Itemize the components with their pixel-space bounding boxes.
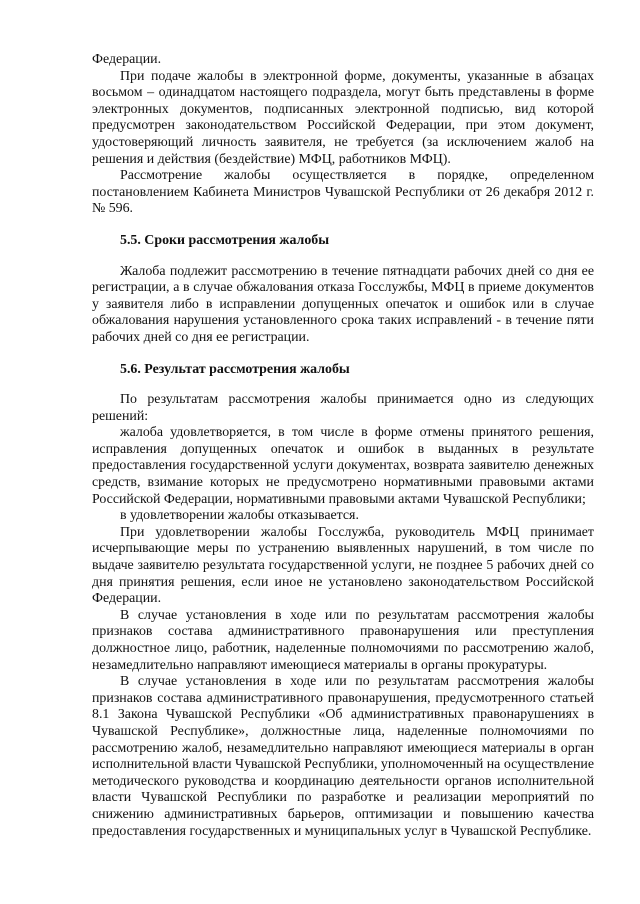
paragraph-electronic-form: При подаче жалобы в электронной форме, документы, указанные в абзацах восьмом – одинадцатом настоящего подраздела, могут быть представлены в форме электронных документов, подписанных электронной подписью, вид которой предусмотрен законодательством Российской Федерации, при этом документ, удостоверяющий личность заявителя, не требуется (за исключением жалоб на решения и действия (бездействие) МФЦ, работников МФЦ). (92, 68, 594, 167)
paragraph-review-procedure: Рассмотрение жалобы осуществляется в порядке, определенном постановлением Кабинета Министров Чувашской Республики от 26 декабря 2012 г. № 596. (92, 168, 594, 217)
section-heading-5-5: 5.5. Сроки рассмотрения жалобы (120, 232, 330, 248)
paragraph-prosecutor-referral: В случае установления в ходе или по результатам рассмотрения жалобы признаков состава административного правонарушения или преступления должностное лицо, работник, наделенные полномочиями по рассмотрению жалоб, незамедлительно направляют имеющиеся материалы в органы прокуратуры. (92, 607, 594, 673)
paragraph-administrative-referral: В случае установления в ходе или по результатам рассмотрения жалобы признаков состава административного правонарушения, предусмотренного статьей 8.1 Закона Чувашской Республики «Об административных правонарушениях в Чувашской Республике», должностные лица, наделенные полномочиями по рассмотрению жалоб, незамедлительно направляют имеющиеся материалы в орган исполнительной власти Чувашской Республики, уполномоченный на осуществление методического руководства и координацию деятельности органов исполнительной власти Чувашской Республики по разработке и реализации мероприятий по снижению административных барьеров, оптимизации и повышению качества предоставления государственных и муниципальных услуг в Чувашской Республике. (92, 674, 594, 839)
paragraph-remedy-measures: При удовлетворении жалобы Госслужба, руководитель МФЦ принимает исчерпывающие меры по устранению выявленных нарушений, в том числе по выдаче заявителю результата государственной услуги, не позднее 5 рабочих дней со дня принятия решения, если иное не установлено законодательством Российской Федерации. (92, 524, 594, 607)
continuation-line: Федерации. (92, 52, 162, 67)
paragraph-decision-options: По результатам рассмотрения жалобы принимается одно из следующих решений: (92, 392, 594, 424)
section-heading-5-6: 5.6. Результат рассмотрения жалобы (120, 361, 350, 377)
paragraph-complaint-satisfied: жалоба удовлетворяется, в том числе в форме отмены принятого решения, исправления допущенных опечаток и ошибок в выданных в результате предоставления государственной услуги документах, возврата заявителю денежных средств, взимание которых не предусмотрено нормативными правовыми актами Российской Федерации, нормативными правовыми актами Чувашской Республики; (92, 425, 594, 507)
paragraph-complaint-rejected: в удовлетворении жалобы отказывается. (120, 508, 359, 524)
paragraph-review-deadlines: Жалоба подлежит рассмотрению в течение пятнадцати рабочих дней со дня ее регистрации, а в случае обжалования отказа Госслужбы, МФЦ в приеме документов у заявителя либо в исправлении допущенных опечаток и ошибок или в случае обжалования нарушения установленного срока таких исправлений - в течение пяти рабочих дней со дня ее регистрации. (92, 263, 594, 345)
